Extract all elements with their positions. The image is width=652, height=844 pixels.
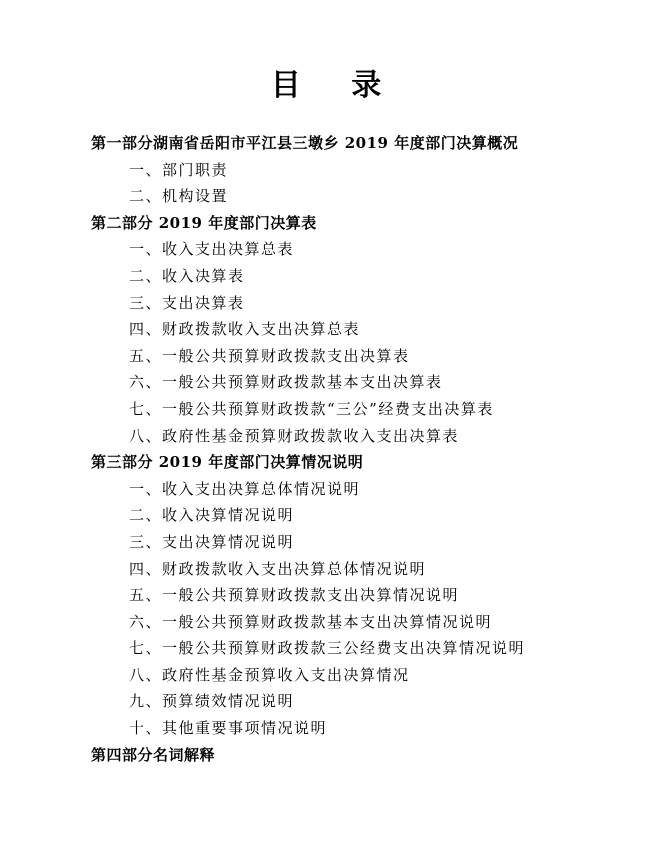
- toc-item[interactable]: 六、一般公共预算财政拨款基本支出决算情况说明: [129, 612, 493, 631]
- toc-item[interactable]: 二、机构设置: [129, 187, 229, 206]
- toc-item[interactable]: 八、政府性基金预算财政拨款收入支出决算表: [129, 426, 460, 445]
- toc-section-3[interactable]: [91, 449, 611, 476]
- toc-section-4[interactable]: [91, 742, 611, 769]
- toc-section-title: 第三部分 2019 年度部门决算情况说明: [91, 453, 364, 472]
- toc-item[interactable]: 二、收入决算情况说明: [129, 506, 295, 525]
- toc-item[interactable]: 一、收入支出决算总体情况说明: [129, 479, 361, 498]
- toc-section-title: 第二部分 2019 年度部门决算表: [91, 213, 317, 232]
- toc-item[interactable]: 三、支出决算表: [129, 293, 245, 312]
- toc-item[interactable]: 十、其他重要事项情况说明: [129, 719, 328, 738]
- toc-item[interactable]: 七、一般公共预算财政拨款三公经费支出决算情况说明: [129, 639, 526, 658]
- toc-item[interactable]: 一、部门职责: [129, 160, 229, 179]
- toc-section-2[interactable]: [91, 210, 611, 237]
- toc-item[interactable]: 五、一般公共预算财政拨款支出决算情况说明: [129, 586, 460, 605]
- toc-item[interactable]: 四、财政拨款收入支出决算总表: [129, 320, 361, 339]
- toc-item[interactable]: 三、支出决算情况说明: [129, 532, 295, 551]
- toc-item[interactable]: 五、一般公共预算财政拨款支出决算表: [129, 346, 410, 365]
- toc-section-title: 第一部分湖南省岳阳市平江县三墩乡 2019 年度部门决算概况: [91, 134, 519, 152]
- toc-item[interactable]: 二、收入决算表: [129, 266, 245, 285]
- page-title: 目 录: [270, 68, 402, 103]
- toc-section-1[interactable]: [91, 130, 611, 157]
- toc-item[interactable]: 四、财政拨款收入支出决算总体情况说明: [129, 559, 427, 578]
- table-of-contents: [91, 130, 611, 768]
- toc-item[interactable]: 六、一般公共预算财政拨款基本支出决算表: [129, 373, 443, 392]
- toc-item[interactable]: 九、预算绩效情况说明: [129, 692, 295, 711]
- toc-item[interactable]: 一、收入支出决算总表: [129, 240, 295, 259]
- toc-item[interactable]: 七、一般公共预算财政拨款“三公”经费支出决算表: [129, 399, 494, 418]
- toc-section-title: 第四部分名词解释: [91, 745, 216, 764]
- toc-item[interactable]: 八、政府性基金预算收入支出决算情况: [129, 665, 410, 684]
